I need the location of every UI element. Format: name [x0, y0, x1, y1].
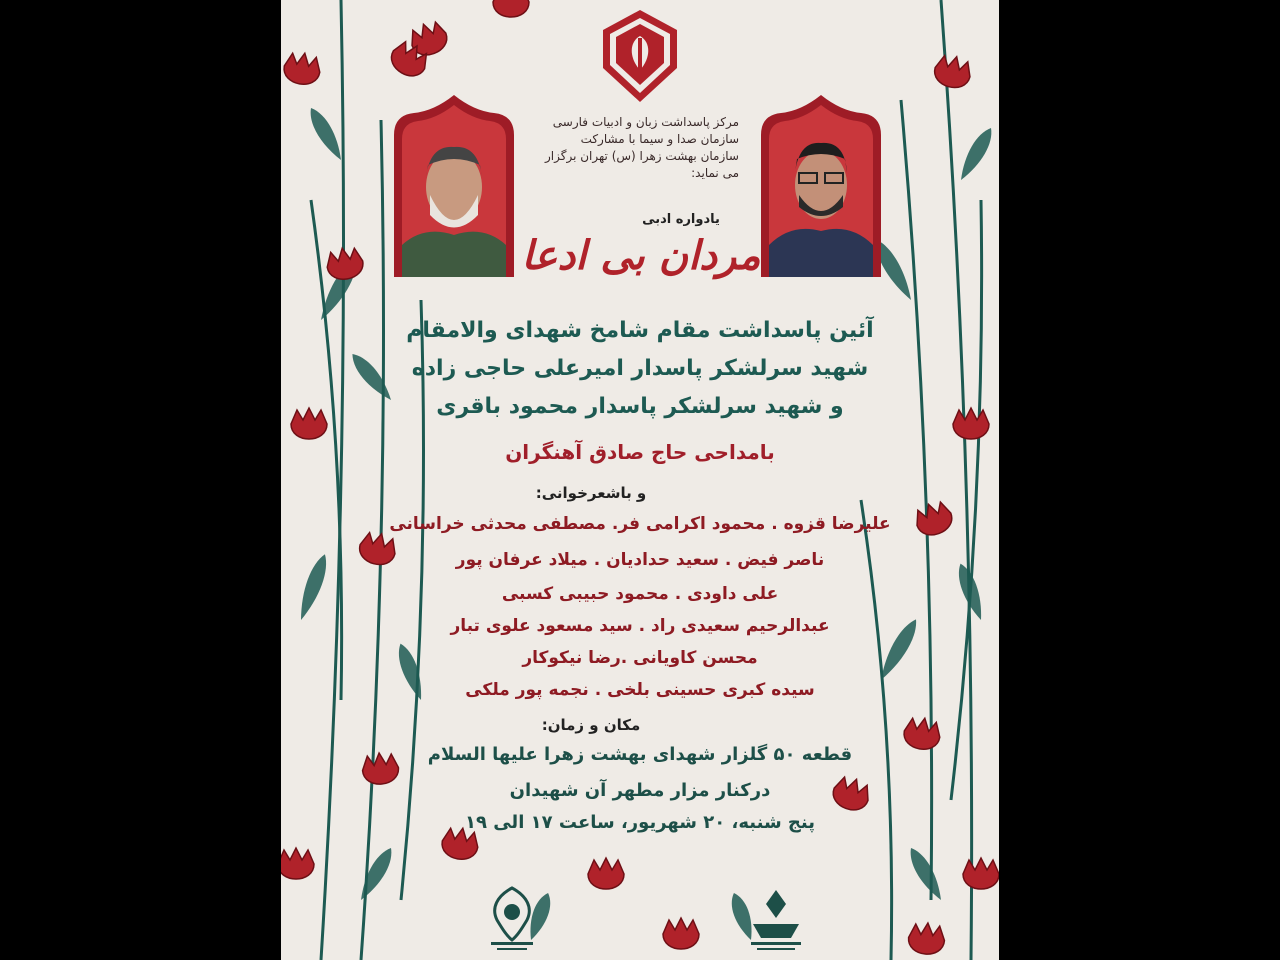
sazman-behesht-zahra-logo [477, 884, 547, 954]
venue-line-1: قطعه ۵۰ گلزار شهدای بهشت زهرا علیها السلام [427, 744, 853, 765]
event-subtitle: یادواره ادبی [642, 212, 720, 227]
portrait-bagheri [761, 95, 881, 277]
eulogy-line: بامداحی حاج صادق آهنگران [505, 440, 775, 464]
organizer-line-1: مرکز پاسداشت زبان و ادبیات فارسی [552, 115, 739, 129]
organizer-line-2: سازمان صدا و سیما با مشارکت [580, 132, 739, 146]
heading-line-2: شهید سرلشکر پاسدار امیرعلی حاجی زاده [411, 356, 869, 381]
heading-line-3: و شهید سرلشکر پاسدار محمود باقری [436, 394, 844, 419]
poet-line-2: ناصر فیض . سعید حدادیان . میلاد عرفان پور [455, 550, 825, 570]
organizers-text [499, 114, 739, 182]
venue-label: مکان و زمان: [541, 716, 641, 734]
poets-label: و باشعرخوانی: [535, 484, 647, 502]
venue-line-3: پنج شنبه، ۲۰ شهریور، ساعت ۱۷ الی ۱۹ [464, 812, 816, 833]
organizer-line-3: سازمان بهشت زهرا (س) تهران برگزار [545, 149, 739, 163]
portrait-hajizadeh [394, 95, 514, 277]
poet-line-1: علیرضا قزوه . محمود اکرامی فر. مصطفی محدثی خراسانی [389, 514, 891, 534]
poet-line-6: سیده کبری حسینی بلخی . نجمه پور ملکی [465, 680, 815, 700]
poet-line-3: علی داودی . محمود حبیبی کسبی [501, 584, 779, 604]
event-poster [281, 0, 999, 960]
poet-line-4: عبدالرحیم سعیدی راد . سید مسعود علوی تبار [450, 616, 830, 636]
iran-emblem-icon [599, 8, 681, 104]
venue-line-2: درکنار مزار مطهر آن شهیدان [509, 780, 771, 801]
persian-language-center-logo [741, 884, 811, 954]
poet-line-5: محسن کاویانی .رضا نیکوکار [522, 648, 758, 668]
event-title: مردان بی ادعا [521, 232, 761, 279]
organizer-line-4: می نماید: [691, 166, 739, 180]
heading-line-1: آئین پاسداشت مقام شامخ شهدای والامقام [406, 318, 874, 343]
